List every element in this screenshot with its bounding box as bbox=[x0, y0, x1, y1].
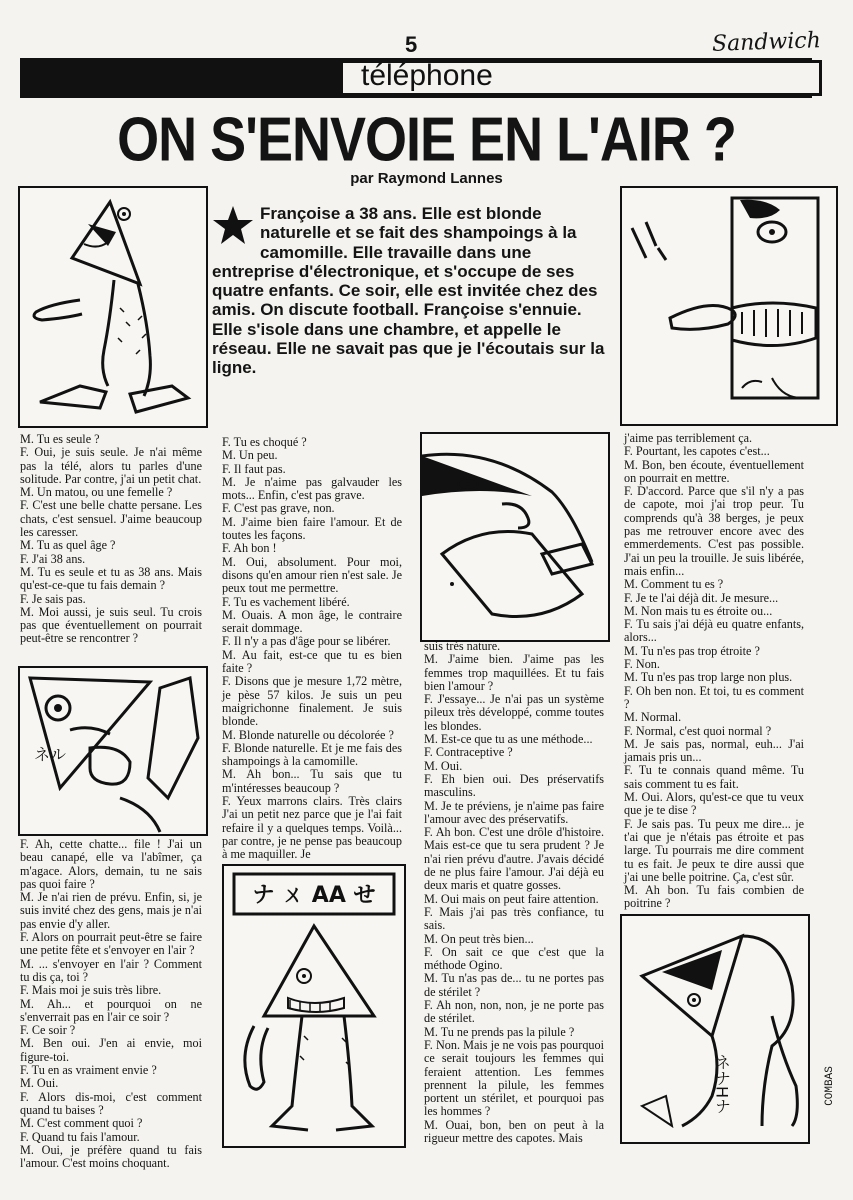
dialogue-line: F. Je sais pas. bbox=[20, 591, 86, 606]
dialogue-line: M. Oui. bbox=[424, 758, 463, 773]
dialogue-line: F. Je sais pas. Tu peux me dire... je t'ai que je n'étais pas étroite et pas large. Tu pourrais me dire comment tu es fait. Je peux te dire aussi que j'ai une belle poitrine. Ça, c'est sûr. bbox=[624, 816, 804, 884]
article-byline: par Raymond Lannes bbox=[350, 170, 503, 187]
dialogue-line: F. Non. bbox=[624, 657, 660, 672]
dialogue-line: F. Blonde naturelle. Et je me fais des shampoings à la camomille. bbox=[222, 740, 402, 769]
sign-figure-drawing bbox=[224, 866, 404, 1146]
dialogue-line: M. Oui mais on peut faire attention. bbox=[424, 891, 599, 906]
article-lead bbox=[212, 204, 610, 378]
illustration-walking-figure bbox=[18, 186, 208, 428]
lead-text: Françoise a 38 ans. Elle est blonde naturelle et se fait des shampoings à la camomille. Elle travaille dans une entreprise d'électronique, et s'occupe de ses quatre enfants. Ce soir, elle est invitée chez des amis. On discute football. Françoise s'ennuie. Elle s'isole dans une chambre, et appelle le réseau. Elle ne savait pas que je l'écoutais sur la ligne. bbox=[212, 204, 605, 378]
dialogue-line: F. Je te l'ai déjà dit. Je mesure... bbox=[624, 590, 779, 605]
dialogue-line: F. Eh bien oui. Des préservatifs masculins. bbox=[424, 771, 604, 800]
dialogue-line: M. Moi aussi, je suis seul. Tu crois pas que éventuellement on pourrait peut-être se rencontrer ? bbox=[20, 604, 202, 646]
magazine-logo: Sandwich bbox=[711, 28, 822, 57]
dialogue-line: M. Ouai, bon, ben on peut à la rigueur mettre des capotes. Mais bbox=[424, 1117, 604, 1145]
dialogue-line: F. Oui, je suis seule. Je n'ai même pas la télé, alors tu parles d'une solitude. Par contre, j'ai un petit chat. bbox=[20, 445, 202, 486]
grinning-figure-drawing bbox=[622, 188, 836, 424]
illustration-grinning-figure bbox=[620, 186, 838, 426]
dialogue-line: M. Ah bon. Tu fais combien de poitrine ? bbox=[624, 883, 804, 911]
dialogue-line: M. ... s'envoyer en l'air ? Comment tu dis ça, toi ? bbox=[20, 956, 202, 984]
dialogue-line: M. Un peu. bbox=[222, 448, 278, 463]
dialogue-line: M. Un matou, ou une femelle ? bbox=[20, 485, 173, 500]
dialogue-line: M. J'aime bien faire l'amour. Et de toutes les façons. bbox=[222, 514, 402, 543]
dialogue-line: M. Je te préviens, je n'aime pas faire l'amour avec des préservatifs. bbox=[424, 798, 604, 826]
dialogue-line: M. Tu n'es pas trop large non plus. bbox=[624, 670, 793, 685]
dialogue-line: M. Ah bon... Tu sais que tu m'intéresses beaucoup ? bbox=[222, 767, 402, 795]
dialogue-line: F. Il faut pas. bbox=[222, 461, 286, 476]
dialogue-line: M. Oui, je préfère quand tu fais l'amour. C'est moins choquant. bbox=[20, 1142, 202, 1171]
dialogue-line: F. Ah, cette chatte... file ! J'ai un beau canapé, elle va l'abîmer, ça m'agace. Alors, demain, tu ne sais pas quoi faire ? bbox=[20, 837, 202, 891]
dialogue-line: M. Normal. bbox=[624, 710, 682, 725]
dialogue-line: F. C'est pas grave, non. bbox=[222, 501, 335, 516]
dialogue-line: M. Ah... et pourquoi on ne s'enverrait pas en l'air ce soir ? bbox=[20, 996, 202, 1024]
section-label: téléphone bbox=[361, 59, 493, 92]
dialogue-line: M. Est-ce que tu as une méthode... bbox=[424, 732, 593, 747]
illustration-cap-figure bbox=[420, 432, 610, 642]
vertical-glyph-text: ネナHナ bbox=[712, 1054, 732, 1115]
dialogue-line: F. Il n'y a pas d'âge pour se libérer. bbox=[222, 634, 391, 649]
dialogue-line: M. Oui. Alors, qu'est-ce que tu veux que je te dise ? bbox=[624, 790, 804, 818]
dialogue-line: F. On sait ce que c'est que la méthode Ogino. bbox=[424, 944, 604, 973]
illustration-bending-figure bbox=[620, 914, 810, 1144]
column-4 bbox=[624, 432, 804, 911]
dialogue-line: F. Tu es choqué ? bbox=[222, 435, 307, 449]
dialogue-line: F. Tu te connais quand même. Tu sais comment tu es fait. bbox=[624, 763, 804, 791]
dialogue-line: M. Je n'ai rien de prévu. Enfin, si, je suis invité chez des gens, mais je n'ai pas envie d'y aller. bbox=[20, 890, 202, 931]
dialogue-line: F. Ah bon ! bbox=[222, 541, 277, 556]
dialogue-line: F. Ah non, non, non, je ne porte pas de stérilet. bbox=[424, 998, 604, 1026]
bending-figure-drawing bbox=[622, 916, 808, 1142]
dialogue-line: M. Ben oui. J'en ai envie, moi figure-toi. bbox=[20, 1036, 202, 1064]
illustration-face-figure bbox=[18, 666, 208, 836]
dialogue-line: M. Tu ne prends pas la pilule ? bbox=[424, 1024, 575, 1039]
dialogue-line: F. J'essaye... Je n'ai pas un système pileux très développé, comme toutes les blondes. bbox=[424, 692, 604, 733]
page-number: 5 bbox=[405, 32, 418, 57]
dialogue-line: F. Pourtant, les capotes c'est... bbox=[624, 444, 770, 459]
dialogue-line: M. Tu es seule ? bbox=[20, 432, 100, 446]
dialogue-line: F. Contraceptive ? bbox=[424, 745, 513, 760]
dialogue-line: F. Ah bon. C'est une drôle d'histoire. Mais est-ce que tu sera prudent ? Je n'ai rien prévu d'autre. J'avais décidé de ne plus faire l'amour. J'ai déjà eu deux maris et quatre gosses. bbox=[424, 825, 604, 893]
column-3 bbox=[424, 640, 604, 1145]
dialogue-line: F. Mais j'ai pas très confiance, tu sais. bbox=[424, 904, 604, 933]
dialogue-line: M. Oui, absolument. Pour moi, disons qu'en amour rien n'est sale. Je peux tout me permettre. bbox=[222, 554, 402, 596]
dialogue-line: j'aime pas terriblement ça. bbox=[624, 431, 753, 445]
dialogue-line: M. On peut très bien... bbox=[424, 931, 534, 946]
section-box bbox=[340, 60, 822, 96]
dialogue-line: F. J'ai 38 ans. bbox=[20, 551, 86, 566]
dialogue-line: M. Bon, ben écoute, éventuellement on pourrait en mettre. bbox=[624, 457, 804, 485]
walking-figure-drawing bbox=[20, 188, 206, 426]
column-2 bbox=[222, 436, 402, 862]
dialogue-line: M. J'aime bien. J'aime pas les femmes trop maquillées. Et tu fais bien l'amour ? bbox=[424, 652, 604, 693]
dialogue-line: M. Non mais tu es étroite ou... bbox=[624, 603, 773, 618]
column-1-bottom bbox=[20, 838, 202, 1170]
dialogue-line: M. Je n'aime pas galvauder les mots... Enfin, c'est pas grave. bbox=[222, 474, 402, 503]
article-title: ON S'ENVOIE EN L'AIR ? bbox=[117, 105, 736, 175]
dialogue-line: F. Mais moi je suis très libre. bbox=[20, 983, 162, 998]
face-figure-drawing bbox=[20, 668, 206, 834]
dialogue-line: M. Tu as quel âge ? bbox=[20, 538, 116, 553]
dialogue-line: F. C'est une belle chatte persane. Les chats, c'est sensuel. J'aime beaucoup les caresser. bbox=[20, 498, 202, 540]
dialogue-line: suis très nature. bbox=[424, 639, 501, 653]
dialogue-line: M. Blonde naturelle ou décolorée ? bbox=[222, 727, 394, 742]
dialogue-line: M. Je sais pas, normal, euh... J'ai jamais pris un... bbox=[624, 736, 804, 765]
dialogue-line: M. C'est comment quoi ? bbox=[20, 1116, 143, 1131]
dialogue-line: F. Ce soir ? bbox=[20, 1023, 76, 1038]
artist-signature: COMBAS bbox=[823, 1066, 836, 1106]
dialogue-line: M. Ouais. A mon âge, le contraire serait dommage. bbox=[222, 607, 402, 636]
cap-figure-drawing bbox=[422, 434, 608, 640]
column-1-top bbox=[20, 433, 202, 646]
dialogue-line: M. Au fait, est-ce que tu es bien faite ? bbox=[222, 647, 402, 676]
dialogue-line: M. Tu es seule et tu as 38 ans. Mais qu'est-ce-que tu fais demain ? bbox=[20, 564, 202, 593]
dialogue-line: M. Comment tu es ? bbox=[624, 577, 724, 592]
dialogue-line: F. Yeux marrons clairs. Très clairs J'ai un petit nez parce que je l'ai fait refaire il y a quelques temps. Voilà... par contre, je ne pense pas beaucoup à me maquiller. Je bbox=[222, 794, 402, 862]
dialogue-line: F. Tu es vachement libéré. bbox=[222, 594, 350, 609]
dialogue-line: F. Normal, c'est quoi normal ? bbox=[624, 723, 772, 738]
section-band bbox=[20, 58, 812, 98]
illustration-sign-figure bbox=[222, 864, 406, 1148]
dialogue-line: F. Tu sais j'ai déjà eu quatre enfants, alors... bbox=[624, 617, 804, 645]
dialogue-line: F. Quand tu fais l'amour. bbox=[20, 1129, 140, 1144]
dialogue-line: F. Disons que je mesure 1,72 mètre, je pèse 57 kilos. Je suis un peu maigrichonne finalement. Je suis blonde. bbox=[222, 674, 402, 729]
dialogue-line: F. Alors on pourrait peut-être se faire une petite fête et s'envoyer en l'air ? bbox=[20, 930, 202, 958]
dialogue-line: M. Oui. bbox=[20, 1076, 59, 1091]
dialogue-line: F. Oh ben non. Et toi, tu es comment ? bbox=[624, 683, 804, 711]
dialogue-line: M. Tu n'es pas trop étroite ? bbox=[624, 643, 760, 658]
face-glyph-text: ネル bbox=[34, 745, 67, 764]
dialogue-line: F. Tu en as vraiment envie ? bbox=[20, 1063, 157, 1078]
dialogue-line: M. Tu n'as pas de... tu ne portes pas de stérilet ? bbox=[424, 971, 604, 999]
dialogue-line: F. Alors dis-moi, c'est comment quand tu baises ? bbox=[20, 1089, 202, 1117]
dialogue-line: F. Non. Mais je ne vois pas pourquoi ce serait toujours les femmes qui feraient attention. Les femmes prennent la pilule, les femmes portent un stérilet, et pourquoi pas les hommes ? bbox=[424, 1037, 604, 1119]
star-icon bbox=[212, 204, 254, 246]
sign-glyph-text: ナ ㄨ AA せ bbox=[252, 883, 376, 908]
dialogue-line: F. D'accord. Parce que s'il n'y a pas de capote, moi j'ai trop peur. Tu comprends qu'à 38 berges, je peux pas me retrouver encore avec des emmerdements. C'est pas possible. J'ai un peu la trouille. Je suis libérée, mais enfin... bbox=[624, 484, 804, 578]
